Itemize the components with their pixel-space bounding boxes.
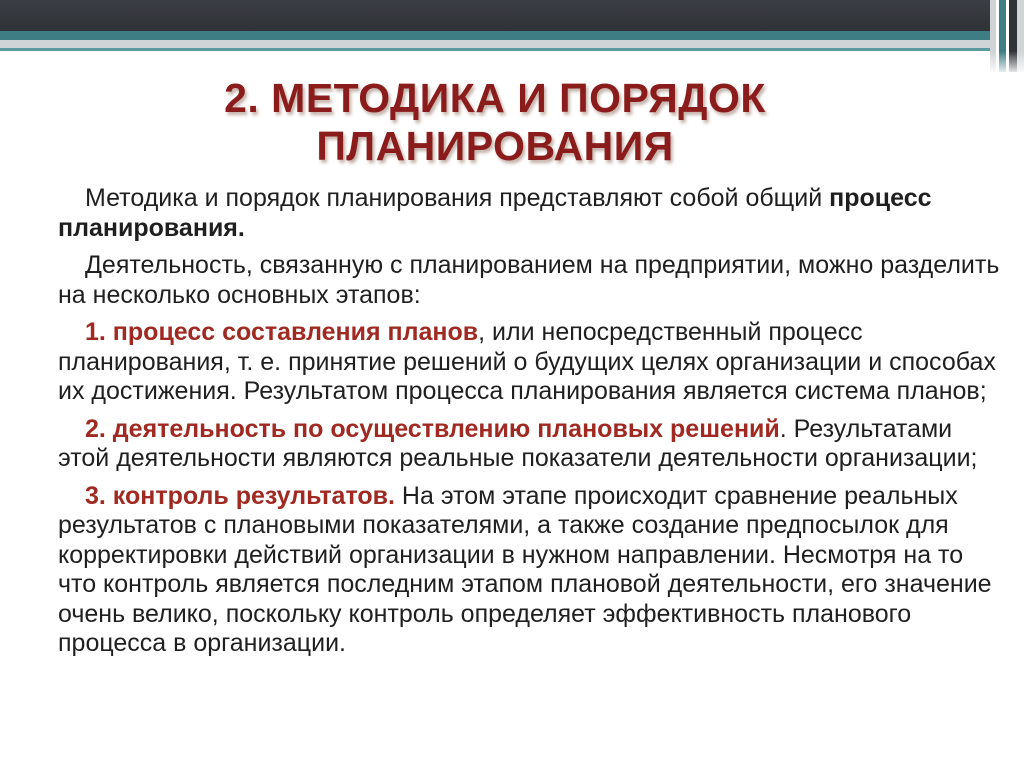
paragraph-intro [58,184,1008,243]
list-item-3 [58,482,1008,659]
paragraph-intro-text: Методика и порядок планирования представляют собой общий [85,184,830,212]
paragraph-intro-bold: процесс планирования. [58,184,932,242]
slide-title-line-2: ПЛАНИРОВАНИЯ [316,123,674,169]
header-bar-dark [0,0,1024,31]
list-item-2 [58,415,1008,474]
header-bar-grey [0,40,1024,48]
header-bar-teal-thin [0,48,1024,51]
slide-title [150,74,840,170]
list-item-1-text: , или непосредственный процесс планирования, т. е. принятие решений о будущих целях организации и способах их достижения. Результатом процесса планирования является система планов; [58,318,996,405]
header-bar-teal [0,31,1024,40]
slide-title-line-1: 2. МЕТОДИКА И ПОРЯДОК [224,75,766,121]
list-item-3-text: На этом этапе происходит сравнение реальных результатов с плановыми показателями, а также создание предпосылок для корректировки действий организации в нужном направлении. Несмотря на то что контроль является последним этапом плановой деятельности, его значение очень велико, поскольку контроль определяет эффективность планового процесса в организации. [58,481,992,657]
list-item-1 [58,318,1008,407]
paragraph-stages-text: Деятельность, связанную с планированием на предприятии, можно разделить на несколько основных этапов: [58,251,1000,309]
corner-fade [990,51,1024,75]
paragraph-stages [58,251,1008,310]
list-item-2-text: . Результатами этой деятельности являются реальные показатели деятельности организации; [58,414,978,472]
list-item-1-heading: 1. процесс составления планов [85,318,479,346]
list-item-3-heading: 3. контроль результатов. [85,481,395,510]
slide-body [58,184,1008,667]
list-item-2-heading: 2. деятельность по осуществлению плановых решений [85,414,780,443]
